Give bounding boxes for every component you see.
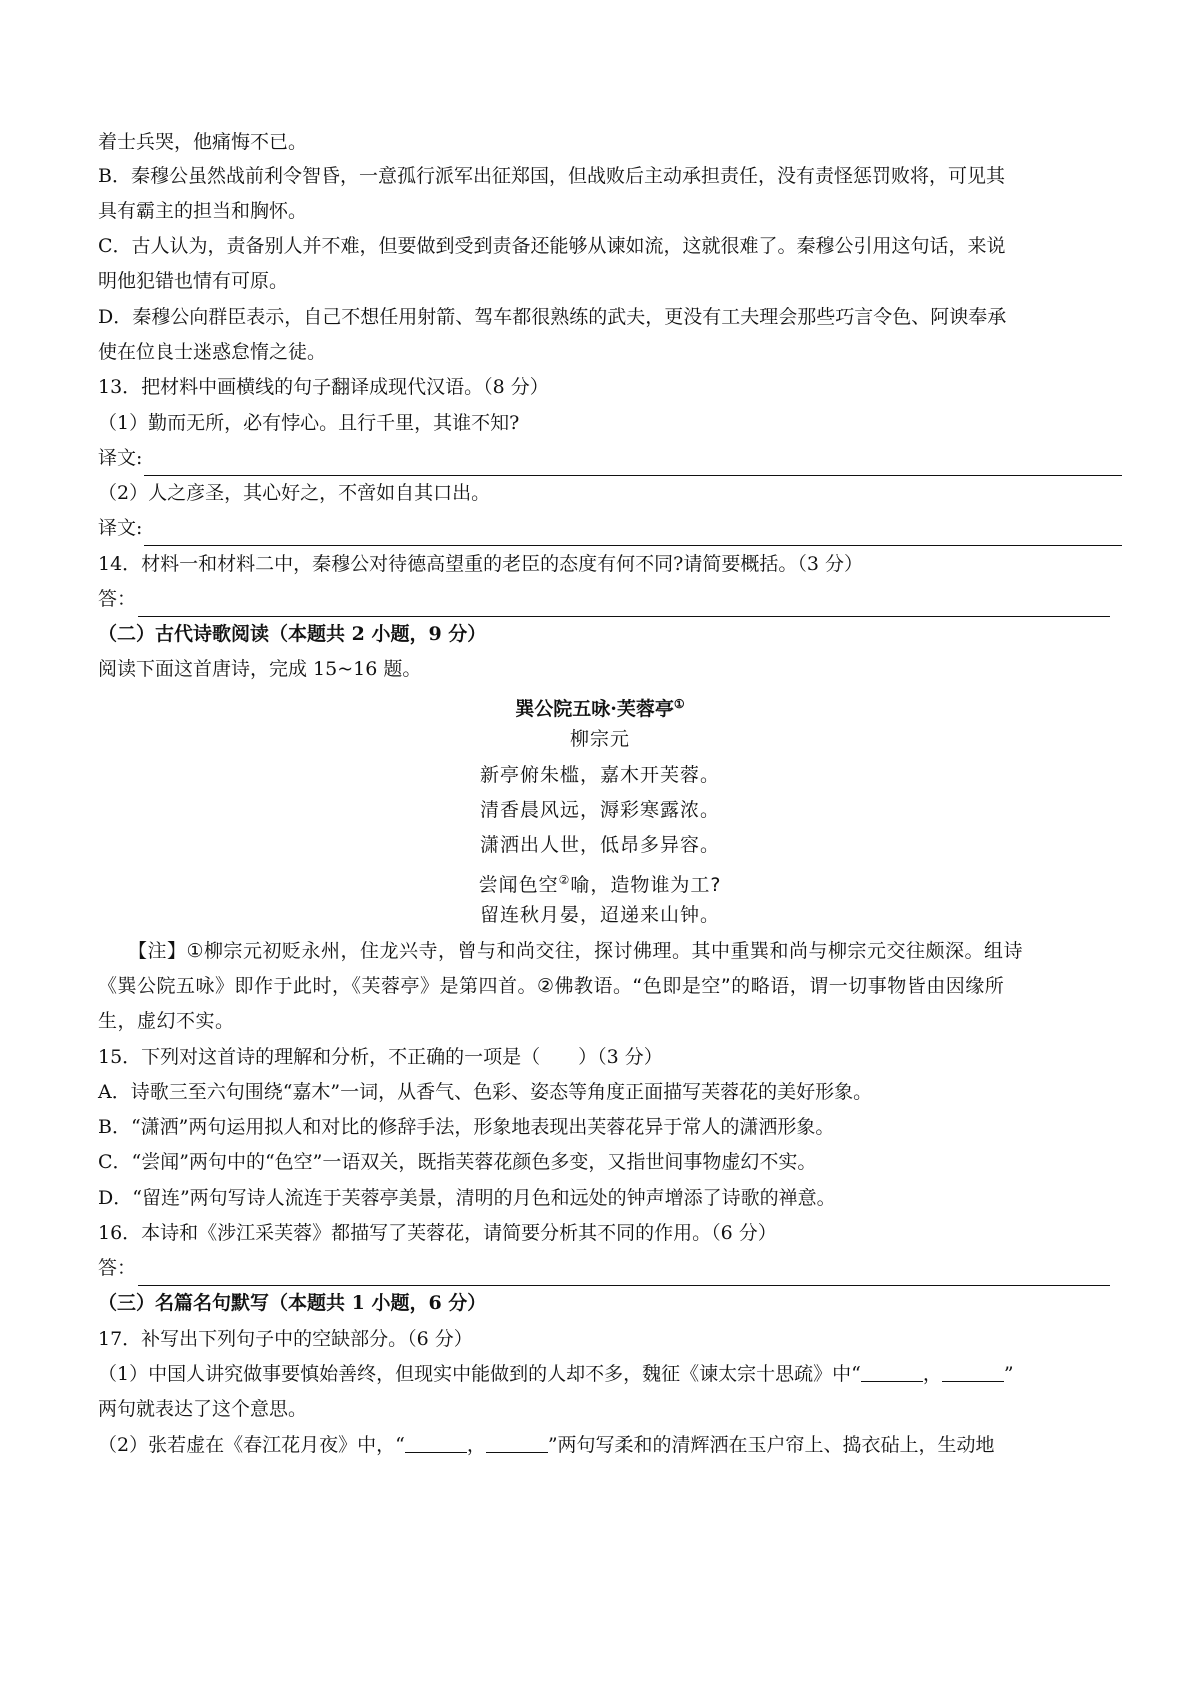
poem-line-2: 清香晨风远，溽彩寒露浓。 — [479, 799, 720, 821]
q16-answer-line[interactable] — [98, 1250, 1110, 1286]
poem-footnote-mark: ② — [558, 873, 571, 887]
q13-sentence-1: （1）勤而无所，必有悖心。且行千里，其谁不知? — [98, 412, 520, 434]
translation-label: 译文: — [98, 517, 143, 539]
q15-option-a: A．诗歌三至六句围绕“嘉木”一词，从香气、色彩、姿态等角度正面描写芙蓉花的美好形象。 — [98, 1081, 873, 1103]
poem-line-4-part-2: 喻，造物谁为工? — [570, 874, 722, 896]
q17-item-1 — [98, 1356, 1122, 1392]
q14-answer-line[interactable] — [98, 581, 1110, 617]
section-2-title: （二）古代诗歌阅读（本题共 2 小题，9 分） — [98, 623, 487, 645]
q13-answer-line-1[interactable] — [98, 440, 1122, 476]
q13-answer-line-2[interactable] — [98, 510, 1122, 546]
q16-stem: 16．本诗和《涉江采芙蓉》都描写了芙蓉花，请简要分析其不同的作用。（6 分） — [98, 1222, 777, 1244]
q12-option-c-line1: C．古人认为，责备别人并不难，但要做到受到责备还能够从谏如流，这就很难了。秦穆公引用这句话，来说 — [98, 235, 1006, 257]
q12-option-d-line1: D．秦穆公向群臣表示，自己不想任用射箭、驾车都很熟练的武夫，更没有工夫理会那些巧言令色、阿谀奉承 — [98, 306, 1007, 328]
q17-item-1-text: （1）中国人讲究做事要慎始善终，但现实中能做到的人却不多，魏征《谏太宗十思疏》中“ — [98, 1363, 861, 1385]
fill-blank[interactable] — [861, 1361, 923, 1382]
poem-title-footnote-mark: ① — [673, 697, 685, 711]
section-2-intro: 阅读下面这首唐诗，完成 15~16 题。 — [98, 658, 422, 680]
q13-sentence-2: （2）人之彦圣，其心好之，不啻如自其口出。 — [98, 482, 491, 504]
q12-option-a-continuation: 着士兵哭，他痛悔不已。 — [98, 131, 308, 153]
note-line-3: 生，虚幻不实。 — [98, 1010, 235, 1032]
q14-stem: 14．材料一和材料二中，秦穆公对待德高望重的老臣的态度有何不同?请简要概括。（3 分） — [98, 553, 863, 575]
poem-title-text: 巽公院五咏·芙蓉亭 — [515, 698, 674, 720]
q17-item-1-cont: 两句就表达了这个意思。 — [98, 1398, 308, 1420]
answer-label: 答： — [98, 1257, 137, 1279]
poem-line-3: 潇洒出人世，低昂多异容。 — [479, 834, 720, 856]
q12-option-b-line1: B．秦穆公虽然战前利令智昏，一意孤行派军出征郑国，但战败后主动承担责任，没有责怪惩罚败将，可见其 — [98, 165, 1005, 187]
q17-item-2-text: （2）张若虚在《春江花月夜》中，“ — [98, 1434, 405, 1456]
q12-option-d-line2: 使在位良士迷惑怠惰之徒。 — [98, 341, 327, 363]
answer-blank[interactable] — [144, 449, 1122, 476]
poem-author: 柳宗元 — [569, 728, 630, 750]
poem-line-4-part-1: 尝闻色空 — [478, 874, 559, 896]
q15-option-c: C．“尝闻”两句中的“色空”一语双关，既指芙蓉花颜色多变，又指世间事物虚幻不实。 — [98, 1151, 817, 1173]
answer-blank[interactable] — [138, 1259, 1110, 1286]
q17-item-1-separator: ， — [922, 1363, 942, 1385]
q17-stem: 17．补写出下列句子中的空缺部分。（6 分） — [98, 1328, 473, 1350]
note-line-2: 《巽公院五咏》即作于此时，《芙蓉亭》是第四首。②佛教语。“色即是空”的略语，谓一切事物皆由因缘所 — [98, 975, 1005, 997]
q15-stem: 15．下列对这首诗的理解和分析，不正确的一项是（ ）（3 分） — [98, 1046, 663, 1068]
q12-option-b-line2: 具有霸主的担当和胸怀。 — [98, 200, 308, 222]
poem-line-5: 留连秋月晏，迢递来山钟。 — [479, 904, 720, 926]
q17-item-2 — [98, 1427, 1122, 1463]
q17-item-1-close-quote: ” — [1003, 1363, 1014, 1385]
section-3-title: （三）名篇名句默写（本题共 1 小题，6 分） — [98, 1292, 487, 1314]
fill-blank[interactable] — [942, 1361, 1004, 1382]
q17-item-2-separator: ， — [466, 1434, 486, 1456]
fill-blank[interactable] — [486, 1432, 548, 1453]
q15-option-d: D．“留连”两句写诗人流连于芙蓉亭美景，清明的月色和远处的钟声增添了诗歌的禅意。 — [98, 1187, 836, 1209]
q17-item-2-text-end: ”两句写柔和的清辉洒在玉户帘上、捣衣砧上，生动地 — [547, 1434, 995, 1456]
q12-option-c-line2: 明他犯错也情有可原。 — [98, 270, 289, 292]
translation-label: 译文: — [98, 447, 143, 469]
fill-blank[interactable] — [405, 1432, 467, 1453]
answer-blank[interactable] — [144, 519, 1122, 546]
note-line-1: 【注】①柳宗元初贬永州，住龙兴寺，曾与和尚交往，探讨佛理。其中重巽和尚与柳宗元交往颇深。组诗 — [128, 940, 1024, 962]
answer-label: 答： — [98, 588, 137, 610]
poem-line-1: 新亭俯朱槛，嘉木开芙蓉。 — [479, 764, 720, 786]
q15-option-b: B．“潇洒”两句运用拟人和对比的修辞手法，形象地表现出芙蓉花异于常人的潇洒形象。 — [98, 1116, 835, 1138]
answer-blank[interactable] — [138, 590, 1110, 617]
q13-stem: 13．把材料中画横线的句子翻译成现代汉语。（8 分） — [98, 376, 549, 398]
